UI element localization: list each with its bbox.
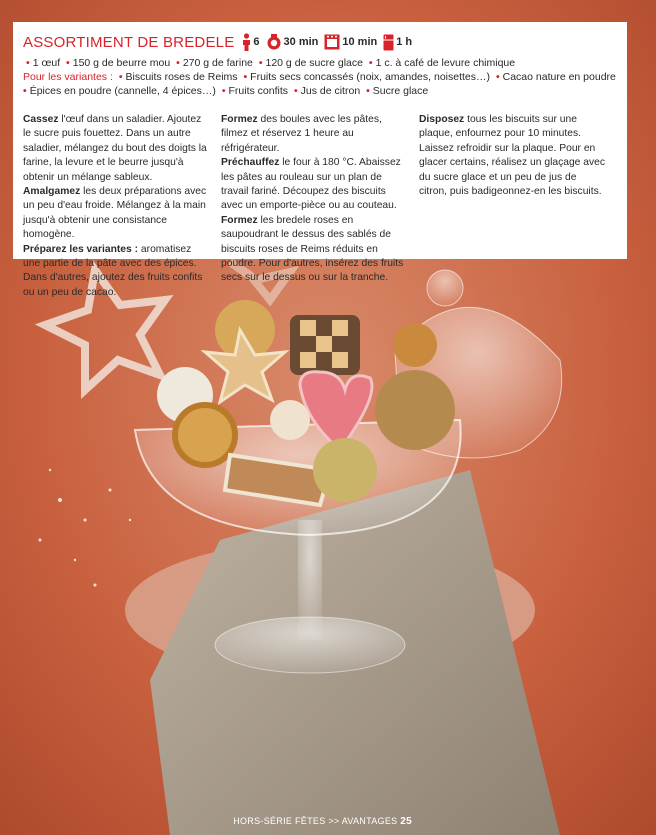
step-verb: Disposez — [419, 114, 465, 125]
recipe-card — [13, 22, 627, 298]
instructions-col-1 — [23, 113, 221, 300]
servings — [242, 33, 259, 51]
step-verb: Formez — [221, 214, 258, 226]
variant: Jus de citron — [300, 85, 361, 97]
variant: Sucre glace — [372, 85, 429, 97]
recipe-title: ASSORTIMENT DE BREDELE — [23, 33, 235, 51]
ingredient: 1 œuf — [32, 57, 61, 69]
fridge-icon — [383, 34, 394, 51]
person-icon — [242, 33, 251, 51]
step-text: l'œuf dans un saladier. Ajoutez le sucre puis fouettez. Dans un autre saladier, mélangez du bout des doigts la farine, la levure et le beurre jusqu'à obtenir un mélange sableux. — [23, 114, 207, 183]
step-verb: Préparez les variantes : — [23, 243, 139, 255]
cook-time — [324, 34, 377, 50]
oven-icon — [324, 34, 340, 50]
prep-time-value: 30 min — [283, 36, 319, 48]
step-verb: Amalgamez — [23, 186, 81, 198]
variant: Fruits confits — [228, 85, 289, 97]
recipe-header — [23, 30, 617, 54]
step-text: le four à 180 °C. Abaissez les pâtes au rouleau sur un plan de travail fariné. Découpez des biscuits avec un emporte-pièce ou au couteau. — [221, 157, 401, 212]
step-text: les deux préparations avec un peu d'eau froide. Mélangez à la main jusqu'à obtenir une consistance homogène. — [23, 186, 207, 241]
variant: Biscuits roses de Reims — [125, 71, 238, 83]
step-verb: Cassez — [23, 114, 59, 125]
step-verb: Formez — [221, 114, 258, 125]
rest-time-value: 1 h — [396, 36, 413, 48]
page-number: 25 — [400, 816, 412, 827]
step-text: les bredele roses en saupoudrant le dessus des sablés de biscuits roses de Reims réduits en poudre. Pour d'autres, insérez des fruits secs sur le dessus ou sur la tranche. — [221, 214, 404, 284]
ingredients: • 1 œuf • 150 g de beurre mou • 270 g de farine • 120 g de sucre glace • 1 c. à café de levure chimique Pour les variantes : • Biscuits roses de Reims • Fruits secs concassés (noix, amandes, noisettes…) • Cacao nature en poudre • Épices en poudre (cannelle, 4 épices…) • Fruits confits • Jus de citron • Sucre glace — [23, 57, 616, 97]
chef-hat-icon — [266, 34, 282, 50]
ingredient: 270 g de farine — [182, 57, 253, 69]
servings-value: 6 — [253, 36, 260, 48]
instructions-col-3 — [419, 113, 617, 300]
variant: Épices en poudre (cannelle, 4 épices…) — [29, 85, 216, 97]
instructions — [23, 113, 617, 300]
prep-time — [266, 34, 319, 50]
cook-time-value: 10 min — [342, 36, 378, 48]
footer-text: HORS-SÉRIE FÊTES >> AVANTAGES — [233, 816, 398, 826]
instructions-col-2 — [221, 113, 419, 300]
recipe-meta — [242, 33, 418, 51]
step-text: tous les biscuits sur une plaque, enfournez pour 10 minutes. Laissez refroidir sur la plaque. Pour en glacer certains, réalisez un glaçage avec du sucre glace et un peu de jus de citron, puis badigeonnez-en les biscuits. — [419, 114, 606, 198]
variants-label: Pour les variantes : — [23, 71, 113, 83]
ingredient: 1 c. à café de levure chimique — [375, 57, 516, 69]
step-verb: Préchauffez — [221, 157, 280, 169]
ingredient: 150 g de beurre mou — [72, 57, 171, 69]
step-text: aromatisez une partie de la pâte avec des épices. Dans d'autres, ajoutez des fruits confits ou un peu de cacao. — [23, 243, 203, 298]
step-text: des boules avec les pâtes, filmez et réservez 1 heure au réfrigérateur. — [221, 114, 382, 154]
variant: Fruits secs concassés (noix, amandes, noisettes…) — [250, 71, 491, 83]
page-footer — [233, 816, 412, 827]
variant: Cacao nature en poudre — [502, 71, 616, 83]
ingredient: 120 g de sucre glace — [265, 57, 363, 69]
rest-time — [383, 34, 412, 51]
